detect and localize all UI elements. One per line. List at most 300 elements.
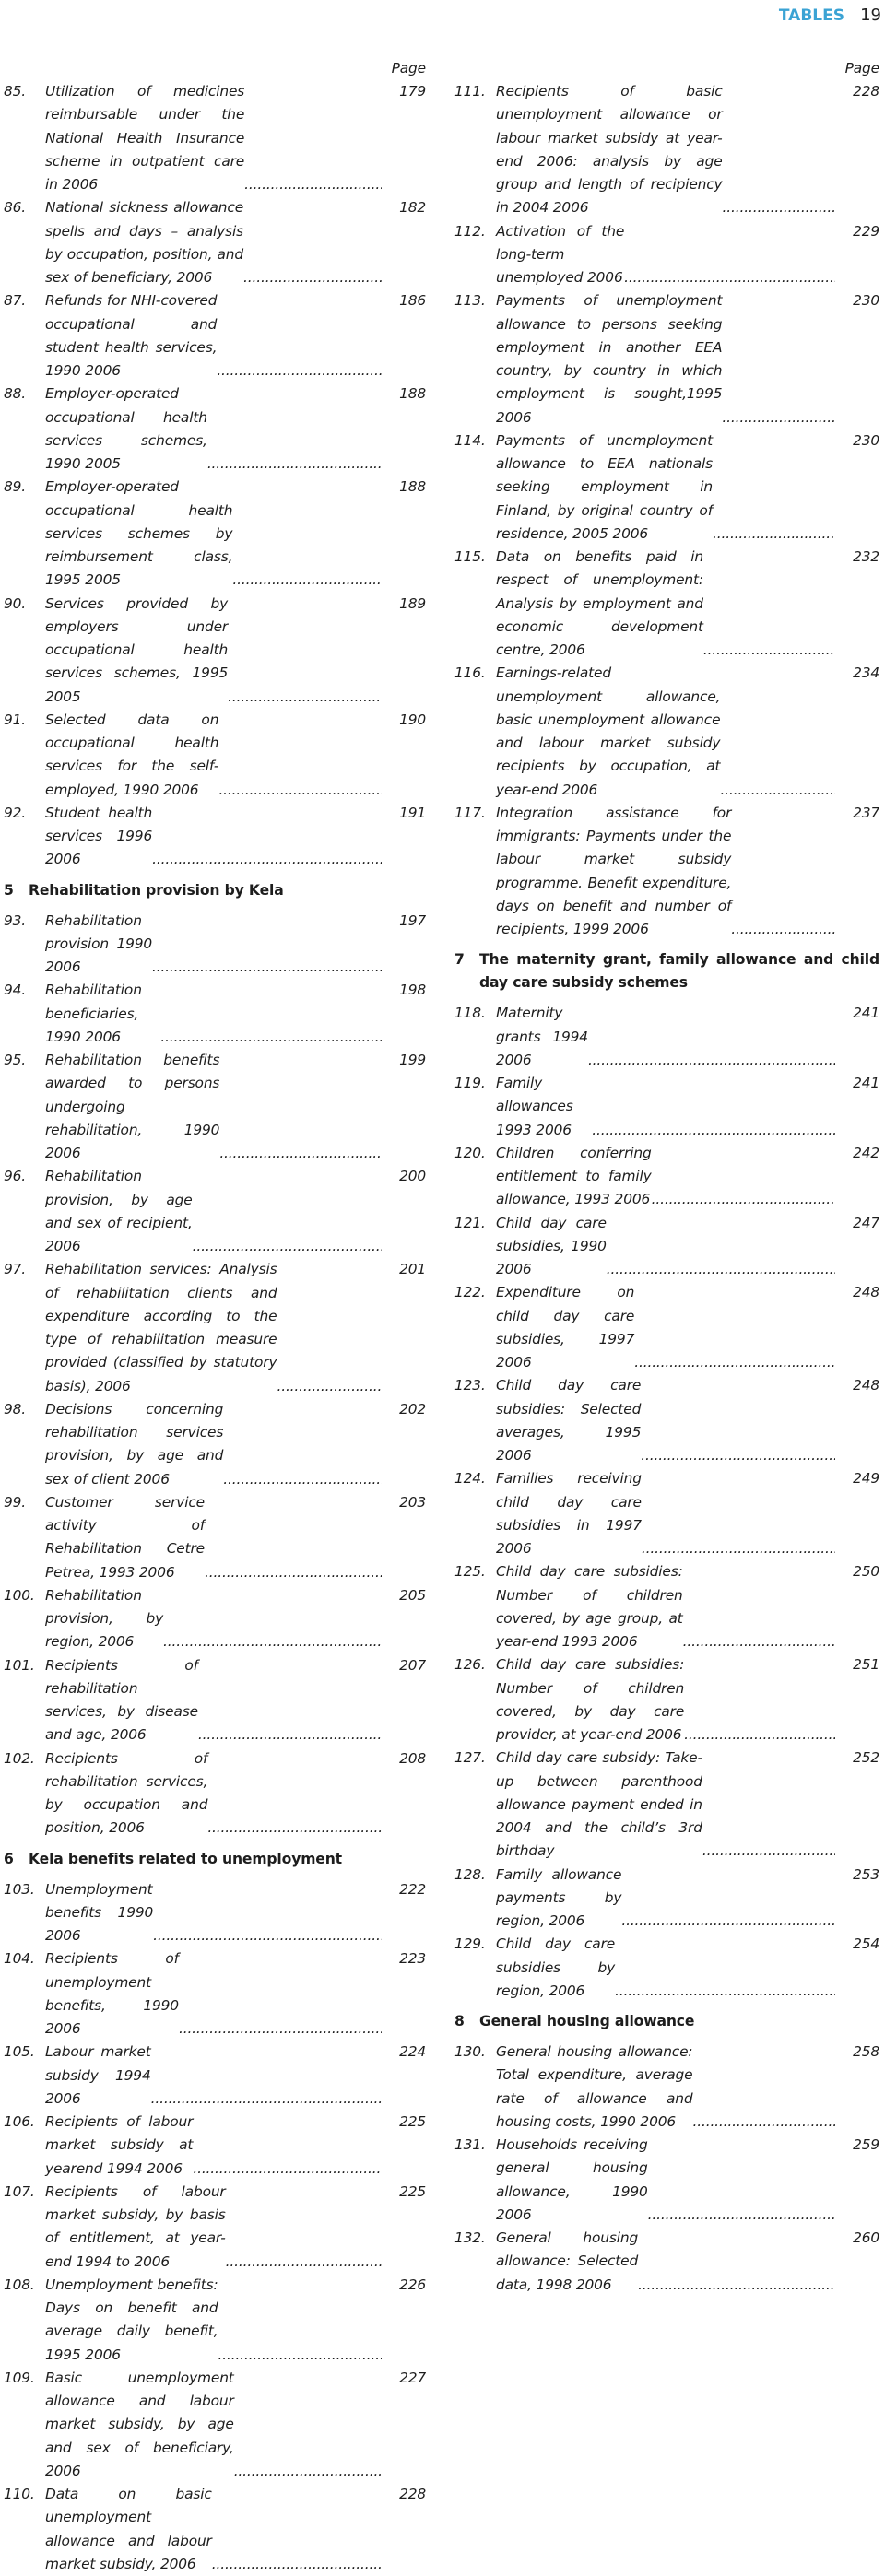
entry-title: Customer service activity of Rehabilitation Cetre Petrea, 1993 2006 [45,1491,205,1584]
entry-title: Child day care subsidy: Take-up between parenthood allowance payment ended in 2004 and the child’s 3rd birthday [496,1747,702,1863]
dot-leader [151,2088,382,2111]
entry-page: 179 [382,80,430,196]
entry-title: Employer-operated occupational health services schemes, 1990 2005 [45,382,207,476]
entry-page: 225 [382,2181,430,2274]
entry-page: 225 [382,2111,430,2181]
right-column [454,57,883,2297]
toc-entry [454,429,883,546]
dot-leader [232,569,382,592]
toc-entry [4,1398,430,1491]
dot-leader [723,196,835,219]
dot-leader [207,453,382,476]
entry-number: 127. [454,1747,496,1863]
toc-entry [454,2134,883,2227]
entry-page: 226 [382,2274,430,2367]
entry-page: 259 [835,2134,883,2227]
entry-body [496,802,835,942]
toc-group [454,2041,883,2297]
dot-leader [702,1840,835,1863]
toc-group [4,80,430,872]
entry-body [496,1653,835,1747]
entry-page: 224 [382,2041,430,2111]
entry-body [496,1072,835,1142]
entry-title: Payments of unemployment allowance to EEA nationals seeking employment in Finland, by original country of residence, 2005 2006 [496,429,713,546]
page-column-label: Page [454,57,883,80]
toc-entry [454,1002,883,1072]
entry-page: 258 [835,2041,883,2134]
entry-number: 105. [4,2041,45,2111]
entry-number: 114. [454,429,496,546]
entry-number: 88. [4,382,45,476]
entry-page: 186 [382,289,430,382]
entry-title: Rehabilitation provision, by region, 2006 [45,1584,163,1654]
section-title: The maternity grant, family allowance and child day care subsidy schemes [479,948,883,994]
dot-leader [615,1980,835,2003]
entry-body [45,80,382,196]
entry-number: 126. [454,1653,496,1747]
entry-title: Labour market subsidy 1994 2006 [45,2041,151,2111]
entry-title: Family allowances 1993 2006 [496,1072,592,1142]
dot-leader [607,1258,835,1281]
dot-leader [218,779,382,802]
entry-body [496,289,835,429]
entry-number: 104. [4,1947,45,2041]
section-title: General housing allowance [479,2010,883,2033]
entry-number: 89. [4,476,45,592]
entry-number: 121. [454,1212,496,1282]
entry-page: 247 [835,1212,883,1282]
entry-page: 230 [835,429,883,546]
entry-number: 86. [4,196,45,289]
entry-number: 103. [4,1878,45,1948]
entry-body [45,196,382,289]
entry-body [496,662,835,802]
entry-body [45,1398,382,1491]
entry-body [45,476,382,592]
toc-entry [454,2041,883,2134]
dot-leader [212,2553,382,2576]
page-number: 19 [860,6,881,25]
entry-body [496,1374,835,1467]
dot-leader [217,359,382,382]
dot-leader [683,1630,835,1653]
entry-title: Refunds for NHI-covered occupational and student health services, 1990 2006 [45,289,217,382]
section-number: 7 [454,948,479,994]
entry-title: Maternity grants 1994 2006 [496,1002,588,1072]
dot-leader [642,1537,835,1560]
entry-page: 241 [835,1002,883,1072]
toc-entry [4,1584,430,1654]
entry-title: Unemployment benefits: Days on benefit and average daily benefit, 1995 2006 [45,2274,218,2367]
entry-number: 125. [454,1560,496,1653]
toc-entry [4,1258,430,1398]
entry-body [496,80,835,220]
entry-title: Recipients of rehabilitation services, by disease and age, 2006 [45,1654,198,1747]
section-number: 8 [454,2010,479,2033]
toc-entry [454,546,883,662]
toc-entry [454,289,883,429]
dot-leader [205,1561,382,1584]
toc-entry [454,1653,883,1747]
toc-entry [4,289,430,382]
entry-number: 91. [4,709,45,802]
entry-body [496,2134,835,2227]
entry-title: General housing allowance: Selected data, 1998 2006 [496,2227,638,2297]
entry-number: 98. [4,1398,45,1491]
entry-title: Data on benefits paid in respect of unemployment: Analysis by employment and economic development centre, 2006 [496,546,703,662]
entry-number: 108. [4,2274,45,2367]
toc-group [4,1878,430,2576]
entry-body [496,546,835,662]
entry-page: 202 [382,1398,430,1491]
entry-body [45,1947,382,2041]
entry-page: 248 [835,1281,883,1374]
entry-number: 124. [454,1467,496,1560]
entry-title: General housing allowance: Total expenditure, average rate of allowance and housing costs, 1990 2006 [496,2041,692,2134]
toc-entry [454,1864,883,1934]
entry-page: 232 [835,546,883,662]
toc-entry [454,1212,883,1282]
dot-leader [207,1817,382,1840]
toc-entry [4,979,430,1049]
dot-leader [652,1188,835,1211]
entry-number: 90. [4,593,45,709]
dot-leader [193,2158,382,2181]
toc-entry [454,802,883,942]
toc-entry [4,196,430,289]
entry-number: 101. [4,1654,45,1747]
toc-entry [4,1654,430,1747]
entry-title: Child day care subsidies, 1990 2006 [496,1212,607,1282]
toc-entry [4,476,430,592]
entry-body [496,1560,835,1653]
entry-body [45,802,382,872]
dot-leader [223,1468,382,1491]
dot-leader [621,1910,835,1933]
entry-number: 96. [4,1165,45,1258]
section-title: TABLES [779,6,844,25]
entry-number: 119. [454,1072,496,1142]
entry-page: 201 [382,1258,430,1398]
entry-page: 222 [382,1878,430,1948]
entry-title: Recipients of rehabilitation services, by occupation and position, 2006 [45,1747,207,1841]
entry-page: 208 [382,1747,430,1841]
entry-body [496,1142,835,1212]
entry-number: 128. [454,1864,496,1934]
toc-entry [4,709,430,802]
section-title: Kela benefits related to unemployment [29,1848,430,1871]
dot-leader [243,266,382,289]
toc-entry [4,80,430,196]
dot-leader [641,1444,835,1467]
entry-page: 227 [382,2367,430,2483]
dot-leader [277,1375,382,1398]
entry-number: 107. [4,2181,45,2274]
entry-page: 223 [382,1947,430,2041]
entry-title: Activation of the long-term unemployed 2006 [496,220,624,290]
entry-page: 205 [382,1584,430,1654]
entry-number: 120. [454,1142,496,1212]
toc-group [454,1002,883,2003]
entry-number: 99. [4,1491,45,1584]
dot-leader [703,639,835,662]
entry-body [45,979,382,1049]
entry-title: Recipients of unemployment benefits, 1990 2006 [45,1947,179,2041]
entry-page: 252 [835,1747,883,1863]
dot-leader [219,1142,382,1165]
entry-title: Rehabilitation benefits awarded to persons undergoing rehabilitation, 1990 2006 [45,1049,219,1165]
entry-number: 93. [4,910,45,980]
entry-page: 248 [835,1374,883,1467]
section-title: Rehabilitation provision by Kela [29,879,430,902]
entry-page: 260 [835,2227,883,2297]
entry-title: Recipients of basic unemployment allowance or labour market subsidy at year-end 2006: analysis by age group and length of recipiency in 2004 2006 [496,80,723,220]
entry-body [496,2227,835,2297]
toc-entry [454,1747,883,1863]
entry-title: Child day care subsidies: Selected averages, 1995 2006 [496,1374,641,1467]
entry-body [496,220,835,290]
section-number: 6 [4,1848,29,1871]
section-heading [454,941,883,1002]
entry-number: 102. [4,1747,45,1841]
entry-page: 237 [835,802,883,942]
toc-entry [4,1878,430,1948]
toc-entry [454,1467,883,1560]
toc-entry [4,1747,430,1841]
section-heading [454,2003,883,2041]
entry-number: 95. [4,1049,45,1165]
dot-leader [153,1924,382,1947]
entry-page: 229 [835,220,883,290]
entry-body [45,289,382,382]
entry-body [45,2367,382,2483]
entry-number: 118. [454,1002,496,1072]
dot-leader [638,2274,835,2297]
entry-body [496,1467,835,1560]
entry-page: 250 [835,1560,883,1653]
entry-body [496,429,835,546]
entry-title: Child day care subsidies by region, 2006 [496,1933,615,2003]
entry-number: 115. [454,546,496,662]
entry-page: 189 [382,593,430,709]
entry-title: Rehabilitation beneficiaries, 1990 2006 [45,979,160,1049]
entry-title: Households receiving general housing allowance, 1990 2006 [496,2134,648,2227]
toc-entry [4,593,430,709]
entry-title: Earnings-related unemployment allowance, basic unemployment allowance and labour market subsidy recipients by occupation, at year-end 2006 [496,662,720,802]
entry-title: Integration assistance for immigrants: Payments under the labour market subsidy programme. Benefit expenditure, days on benefit and number of recipients, 1999 2006 [496,802,731,942]
entry-number: 113. [454,289,496,429]
toc-entry [454,80,883,220]
entry-number: 131. [454,2134,496,2227]
entry-number: 130. [454,2041,496,2134]
entry-title: Rehabilitation provision, by age and sex of recipient, 2006 [45,1165,193,1258]
entry-title: National sickness allowance spells and days – analysis by occupation, position, and sex of beneficiary, 2006 [45,196,243,289]
entry-number: 129. [454,1933,496,2003]
dot-leader [720,779,835,802]
toc-entry [454,1560,883,1653]
entry-page: 254 [835,1933,883,2003]
dot-leader [684,1723,835,1747]
entry-body [496,1747,835,1863]
entry-title: Utilization of medicines reimbursable under the National Health Insurance scheme in outpatient care in 2006 [45,80,244,196]
entry-page: 188 [382,382,430,476]
entry-title: Families receiving child day care subsidies in 1997 2006 [496,1467,642,1560]
entry-number: 92. [4,802,45,872]
entry-title: Children conferring entitlement to family allowance, 1993 2006 [496,1142,652,1212]
entry-title: Basic unemployment allowance and labour market subsidy, by age and sex of beneficiary, 2006 [45,2367,234,2483]
dot-leader [588,1049,835,1072]
entry-body [45,709,382,802]
dot-leader [152,848,382,871]
entry-number: 97. [4,1258,45,1398]
entry-number: 110. [4,2483,45,2576]
entry-page: 190 [382,709,430,802]
entry-title: Employer-operated occupational health services schemes by reimbursement class, 1995 2005 [45,476,232,592]
dot-leader [193,1235,382,1258]
toc-entry [4,1165,430,1258]
toc-entry [4,382,430,476]
entry-page: 182 [382,196,430,289]
entry-body [496,1864,835,1934]
dot-leader [160,1026,382,1049]
page-column-label: Page [4,57,430,80]
entry-body [496,2041,835,2134]
dot-leader [648,2204,835,2227]
toc-entry [454,1933,883,2003]
entry-title: Payments of unemployment allowance to persons seeking employment in another EEA country, by country in which employment is sought,1995 2006 [496,289,722,429]
entry-number: 87. [4,289,45,382]
entry-title: Services provided by employers under occupational health services schemes, 1995 2005 [45,593,228,709]
dot-leader [179,2017,382,2041]
toc-entry [454,1072,883,1142]
entry-title: Student health services 1996 2006 [45,802,152,872]
toc-entry [4,2367,430,2483]
toc-entry [454,2227,883,2297]
entry-body [45,1258,382,1398]
toc-entry [4,1491,430,1584]
dot-leader [163,1630,382,1653]
dot-leader [713,523,835,546]
entry-page: 188 [382,476,430,592]
entry-number: 117. [454,802,496,942]
entry-body [45,1878,382,1948]
entry-page: 200 [382,1165,430,1258]
entry-page: 241 [835,1072,883,1142]
toc-entry [454,662,883,802]
toc-entry [454,1142,883,1212]
dot-leader [244,173,382,196]
toc-group [454,80,883,941]
entry-page: 191 [382,802,430,872]
entry-number: 85. [4,80,45,196]
entry-page: 207 [382,1654,430,1747]
entry-title: Recipients of labour market subsidy, by basis of entitlement, at year-end 1994 to 2006 [45,2181,226,2274]
entry-title: Expenditure on child day care subsidies, 1997 2006 [496,1281,634,1374]
entry-title: Child day care subsidies: Number of children covered, by day care provider, at year-end 2006 [496,1653,684,1747]
toc-entry [4,910,430,980]
entry-page: 203 [382,1491,430,1584]
entry-page: 228 [382,2483,430,2576]
entry-number: 109. [4,2367,45,2483]
entry-body [496,1281,835,1374]
entry-body [45,1654,382,1747]
toc-entry [4,802,430,872]
entry-body [45,1747,382,1841]
entry-number: 112. [454,220,496,290]
left-column [4,57,430,2576]
entry-body [45,2111,382,2181]
toc-entry [4,2111,430,2181]
entry-number: 111. [454,80,496,220]
entry-number: 122. [454,1281,496,1374]
dot-leader [634,1351,835,1374]
section-heading [4,872,430,910]
entry-body [45,1049,382,1165]
section-heading [4,1841,430,1878]
toc-entry [4,2274,430,2367]
entry-page: 234 [835,662,883,802]
entry-page: 198 [382,979,430,1049]
entry-number: 100. [4,1584,45,1654]
entry-title: Child day care subsidies: Number of children covered, by age group, at year-end 1993 2006 [496,1560,683,1653]
entry-body [45,2041,382,2111]
entry-body [45,2181,382,2274]
entry-title: Selected data on occupational health services for the self-employed, 1990 2006 [45,709,218,802]
toc-entry [4,2483,430,2576]
toc-entry [454,1281,883,1374]
entry-number: 106. [4,2111,45,2181]
entry-body [45,2274,382,2367]
entry-title: Rehabilitation services: Analysis of rehabilitation clients and expenditure according to the type of rehabilitation measure provided (classified by statutory basis), 2006 [45,1258,277,1398]
entry-body [45,1491,382,1584]
dot-leader [198,1723,382,1747]
entry-body [45,593,382,709]
entry-body [45,382,382,476]
entry-page: 197 [382,910,430,980]
dot-leader [731,918,835,941]
dot-leader [624,266,835,289]
section-number: 5 [4,879,29,902]
entry-title: Recipients of labour market subsidy at yearend 1994 2006 [45,2111,193,2181]
entry-page: 249 [835,1467,883,1560]
entry-body [45,2483,382,2576]
toc-entry [4,2041,430,2111]
entry-page: 242 [835,1142,883,1212]
entry-number: 123. [454,1374,496,1467]
toc-entry [454,220,883,290]
entry-number: 94. [4,979,45,1049]
toc-entry [454,1374,883,1467]
entry-page: 199 [382,1049,430,1165]
entry-title: Data on basic unemployment allowance and labour market subsidy, 2006 [45,2483,212,2576]
entry-body [496,1002,835,1072]
entry-page: 251 [835,1653,883,1747]
dot-leader [234,2460,382,2483]
dot-leader [228,686,382,709]
entry-page: 228 [835,80,883,220]
entry-body [45,1165,382,1258]
entry-body [45,1584,382,1654]
entry-body [496,1933,835,2003]
entry-page: 230 [835,289,883,429]
toc-entry [4,1947,430,2041]
dot-leader [218,2344,382,2367]
dot-leader [152,956,382,979]
entry-title: Unemployment benefits 1990 2006 [45,1878,153,1948]
entry-body [496,1212,835,1282]
entry-number: 116. [454,662,496,802]
entry-number: 132. [454,2227,496,2297]
